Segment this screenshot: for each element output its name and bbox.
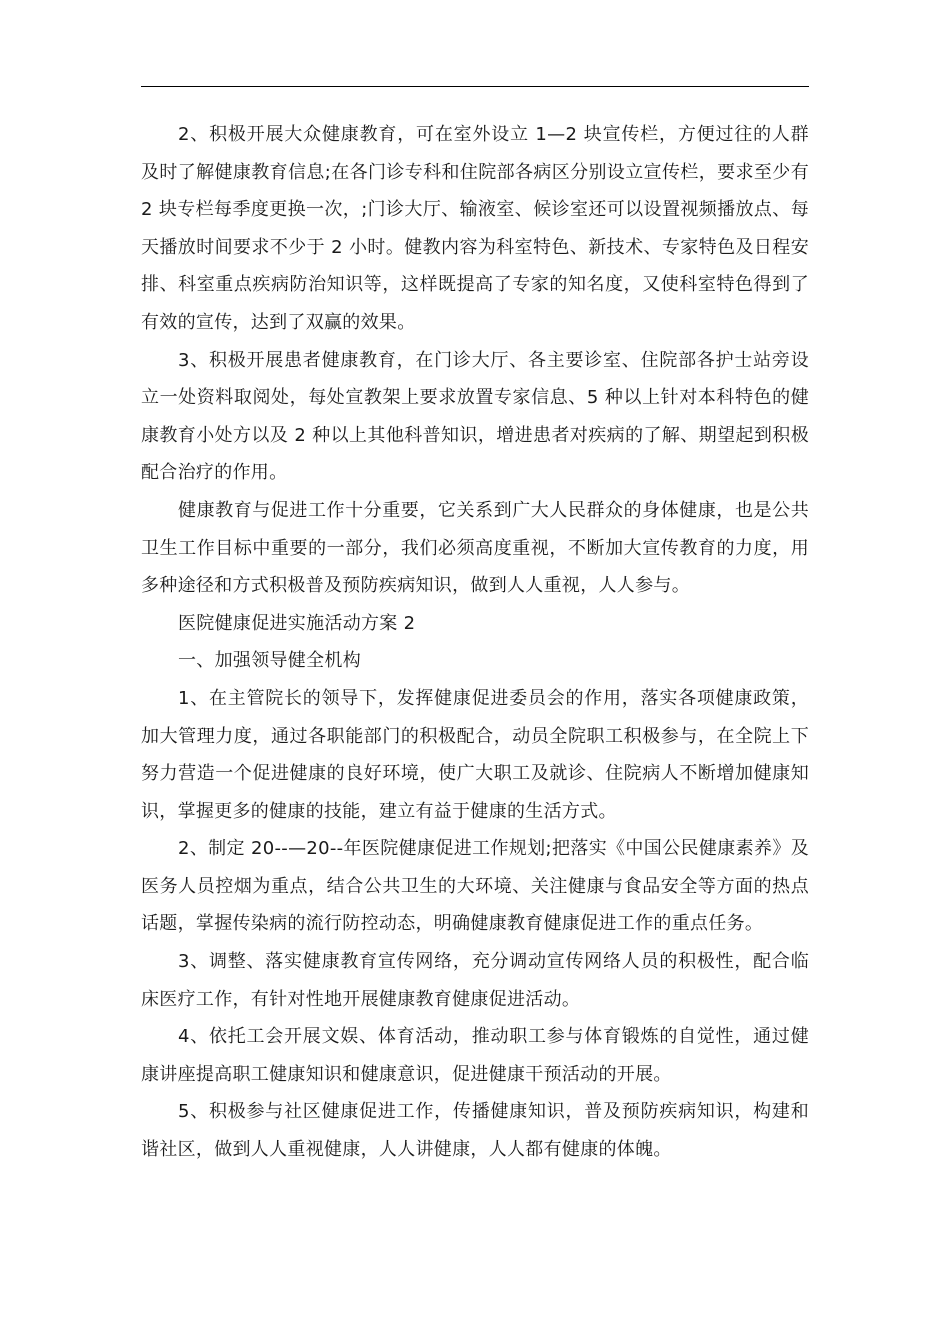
paragraph-summary: 健康教育与促进工作十分重要，它关系到广大人民群众的身体健康，也是公共卫生工作目标中重要的一部分，我们必须高度重视，不断加大宣传教育的力度，用多种途径和方式积极普及预防疾病知识，做到人人重视，人人参与。 [141, 499, 809, 597]
header-rule [141, 86, 809, 87]
document-body [141, 116, 809, 1169]
paragraph-item-5: 5、积极参与社区健康促进工作，传播健康知识，普及预防疾病知识，构建和谐社区，做到人人重视健康，人人讲健康，人人都有健康的体魄。 [141, 1101, 809, 1161]
section-heading: 一、加强领导健全机构 [178, 650, 361, 672]
paragraph-item-3: 3、调整、落实健康教育宣传网络，充分调动宣传网络人员的积极性，配合临床医疗工作，有针对性地开展健康教育健康促进活动。 [141, 951, 809, 1010]
paragraph-health-education-public: 2、积极开展大众健康教育，可在室外设立 1—2 块宣传栏，方便过往的人群及时了解健康教育信息;在各门诊专科和住院部各病区分别设立宣传栏，要求至少有 2 块专栏每季度更换一次，;门诊大厅、输液室、候诊室还可以设置视频播放点、每天播放时间要求不少于 2 小时。健教内容为科室特色、新技术、专家特色及日程安排、科室重点疾病防治知识等，这样既提高了专家的知名度，又使科室特色得到了有效的宣传，达到了双赢的效果。 [141, 124, 809, 333]
paragraph-item-4: 4、依托工会开展文娱、体育活动，推动职工参与体育锻炼的自觉性，通过健康讲座提高职工健康知识和健康意识，促进健康干预活动的开展。 [141, 1026, 809, 1085]
paragraph-item-2: 2、制定 20--—20--年医院健康促进工作规划;把落实《中国公民健康素养》及医务人员控烟为重点，结合公共卫生的大环境、关注健康与食品安全等方面的热点话题，掌握传染病的流行防控动态，明确健康教育健康促进工作的重点任务。 [141, 838, 809, 935]
section-title: 医院健康促进实施活动方案 2 [178, 612, 416, 634]
paragraph-item-1: 1、在主管院长的领导下，发挥健康促进委员会的作用，落实各项健康政策，加大管理力度，通过各职能部门的积极配合，动员全院职工积极参与，在全院上下努力营造一个促进健康的良好环境，使广大职工及就诊、住院病人不断增加健康知识，掌握更多的健康的技能，建立有益于健康的生活方式。 [141, 687, 809, 822]
paragraph-patient-education: 3、积极开展患者健康教育，在门诊大厅、各主要诊室、住院部各护士站旁设立一处资料取阅处，每处宣教架上要求放置专家信息、5 种以上针对本科特色的健康教育小处方以及 2 种以上其他科普知识，增进患者对疾病的了解、期望起到积极配合治疗的作用。 [141, 349, 809, 484]
